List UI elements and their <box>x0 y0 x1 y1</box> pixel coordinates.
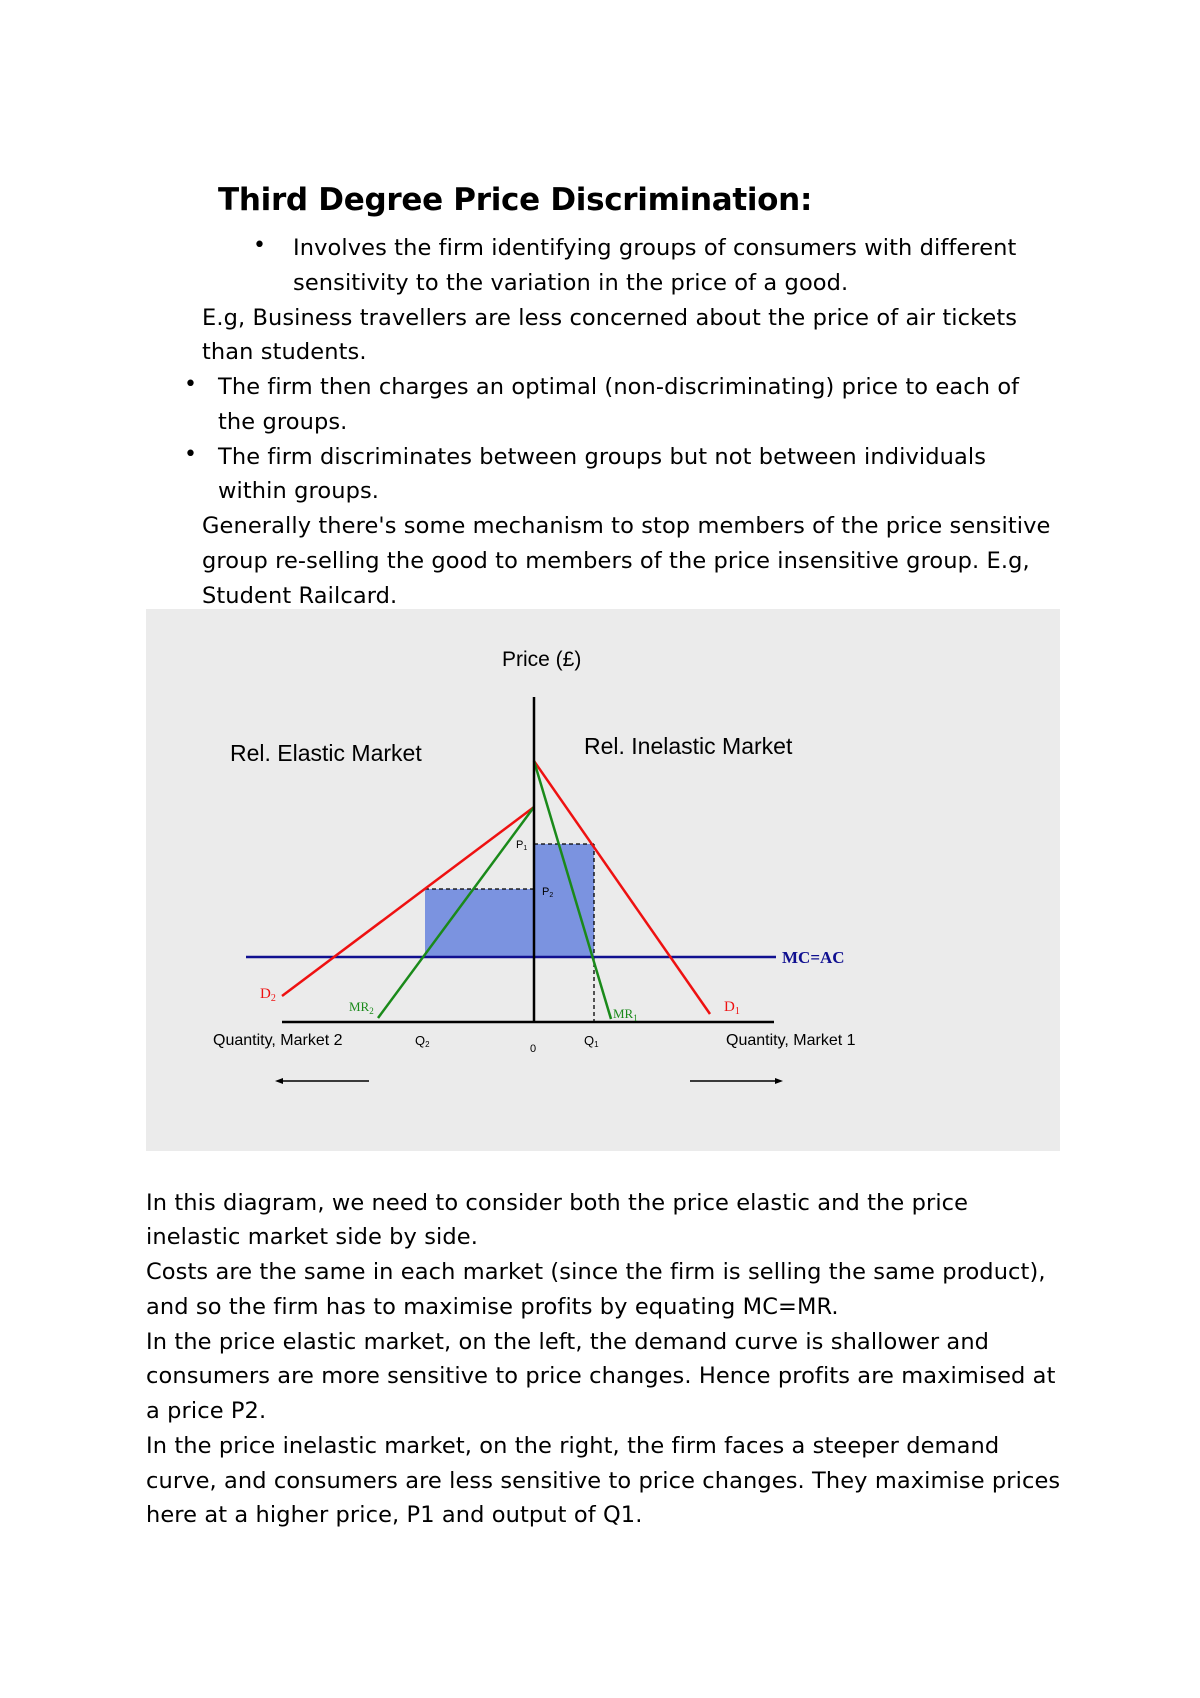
page-title: Third Degree Price Discrimination: <box>218 182 813 218</box>
explanation-line: In the price elastic market, on the left, the demand curve is shallower and <box>146 1329 990 1355</box>
d1-label: $D_1$ <box>724 999 740 1017</box>
bullet-dot: • <box>184 372 197 397</box>
p1-label: P1 <box>516 839 528 852</box>
right-market-label: Rel. Inelastic Market <box>584 733 793 759</box>
p2-label: P2 <box>542 886 554 899</box>
price-discrimination-diagram <box>146 609 1060 1151</box>
mechanism-text: Generally there's some mechanism to stop members of the price sensitive <box>202 513 1051 539</box>
mr2-label: $MR_2$ <box>349 999 374 1016</box>
explanation-line: In the price inelastic market, on the right, the firm faces a steeper demand <box>146 1433 1000 1459</box>
x-axis-label-left: Quantity, Market 2 <box>213 1032 343 1049</box>
profit-area-market2 <box>425 889 534 957</box>
d2-label: $D_2$ <box>260 986 276 1004</box>
mc-label: MC=AC <box>782 948 845 967</box>
q2-label: Q2 <box>415 1033 430 1049</box>
q1-label: Q1 <box>584 1033 599 1049</box>
explanation-line: In this diagram, we need to consider both the price elastic and the price <box>146 1190 969 1216</box>
mechanism-text: group re-selling the good to members of the price insensitive group. E.g, <box>202 548 1030 574</box>
explanation-line: a price P2. <box>146 1398 267 1424</box>
bullet-text-cont: sensitivity to the variation in the price of a good. <box>293 270 849 296</box>
bullet-dot: • <box>253 233 266 258</box>
explanation-line: and so the firm has to maximise profits by equating MC=MR. <box>146 1294 839 1320</box>
bullet-text: The firm then charges an optimal (non-discriminating) price to each of <box>218 374 1020 400</box>
explanation-line: inelastic market side by side. <box>146 1224 478 1250</box>
bullet-text: Involves the firm identifying groups of consumers with different <box>293 235 1017 261</box>
mechanism-text: Student Railcard. <box>202 583 398 609</box>
explanation-line: here at a higher price, P1 and output of Q1. <box>146 1502 643 1528</box>
mr1-label: $MR_1$ <box>613 1006 638 1023</box>
explanation-line: Costs are the same in each market (since the firm is selling the same product), <box>146 1259 1046 1285</box>
left-market-label: Rel. Elastic Market <box>230 740 422 766</box>
bullet-text-cont: the groups. <box>218 409 348 435</box>
example-text: E.g, Business travellers are less concerned about the price of air tickets <box>202 305 1018 331</box>
explanation-line: consumers are more sensitive to price changes. Hence profits are maximised at <box>146 1363 1056 1389</box>
x-axis-label-right: Quantity, Market 1 <box>726 1032 856 1049</box>
bullet-text: The firm discriminates between groups but not between individuals <box>218 444 987 470</box>
origin-label: 0 <box>530 1043 537 1055</box>
y-axis-label: Price (£) <box>502 648 582 671</box>
example-text-cont: than students. <box>202 339 367 365</box>
bullet-text-cont: within groups. <box>218 478 380 504</box>
explanation-line: curve, and consumers are less sensitive to price changes. They maximise prices <box>146 1468 1061 1494</box>
arrow-left-icon <box>275 1078 283 1084</box>
arrow-right-icon <box>775 1078 783 1084</box>
bullet-dot: • <box>184 442 197 467</box>
